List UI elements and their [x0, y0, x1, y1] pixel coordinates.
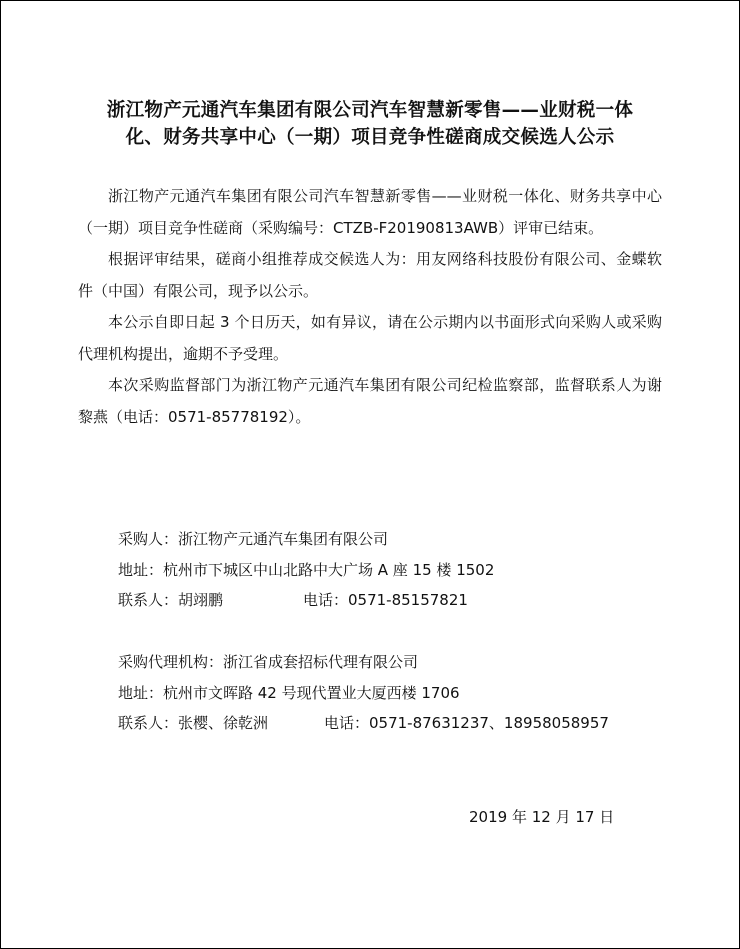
- agency-name: 采购代理机构：浙江省成套招标代理有限公司: [118, 653, 419, 671]
- document-body: [78, 181, 662, 433]
- agency-phone: 电话：0571-87631237、18958058957: [324, 714, 609, 732]
- agency-contact: 联系人：张樱、徐乾洲: [118, 714, 269, 732]
- agency-address: 地址：杭州市文晖路 42 号现代置业大厦西楼 1706: [118, 683, 460, 702]
- publish-date: 2019 年 12 月 17 日: [469, 808, 615, 826]
- purchaser-phone: 电话：0571-85157821: [303, 591, 468, 609]
- paragraph-candidates: 根据评审结果，磋商小组推荐成交候选人为：用友网络科技股份有限公司、金蝶软件（中国）有限公司，现予以公示。: [78, 250, 662, 300]
- purchaser-address: 地址：杭州市下城区中山北路中大广场 A 座 15 楼 1502: [118, 560, 495, 579]
- agency-contact-row: [118, 708, 609, 739]
- purchaser-info: [118, 524, 494, 616]
- purchaser-name: 采购人：浙江物产元通汽车集团有限公司: [118, 530, 389, 548]
- title-line-2: 化、财务共享中心（一期）项目竞争性磋商成交候选人公示: [125, 127, 615, 148]
- paragraph-supervision: 本次采购监督部门为浙江物产元通汽车集团有限公司纪检监察部，监督联系人为谢黎燕（电话：0571-85778192）。: [78, 376, 662, 426]
- paragraph-objection-period: 本公示自即日起 3 个日历天，如有异议，请在公示期内以书面形式向采购人或采购代理机构提出，逾期不予受理。: [78, 313, 662, 363]
- title-line-1: 浙江物产元通汽车集团有限公司汽车智慧新零售——业财税一体: [106, 100, 634, 121]
- purchaser-contact: 联系人：胡翊鹏: [118, 591, 224, 609]
- document-title: [41, 97, 699, 151]
- agency-info: [118, 647, 609, 739]
- paragraph-review-finished: 浙江物产元通汽车集团有限公司汽车智慧新零售——业财税一体化、财务共享中心（一期）项目竞争性磋商（采购编号：CTZB-F20190813AWB）评审已结束。: [78, 187, 662, 237]
- purchaser-contact-row: [118, 585, 494, 616]
